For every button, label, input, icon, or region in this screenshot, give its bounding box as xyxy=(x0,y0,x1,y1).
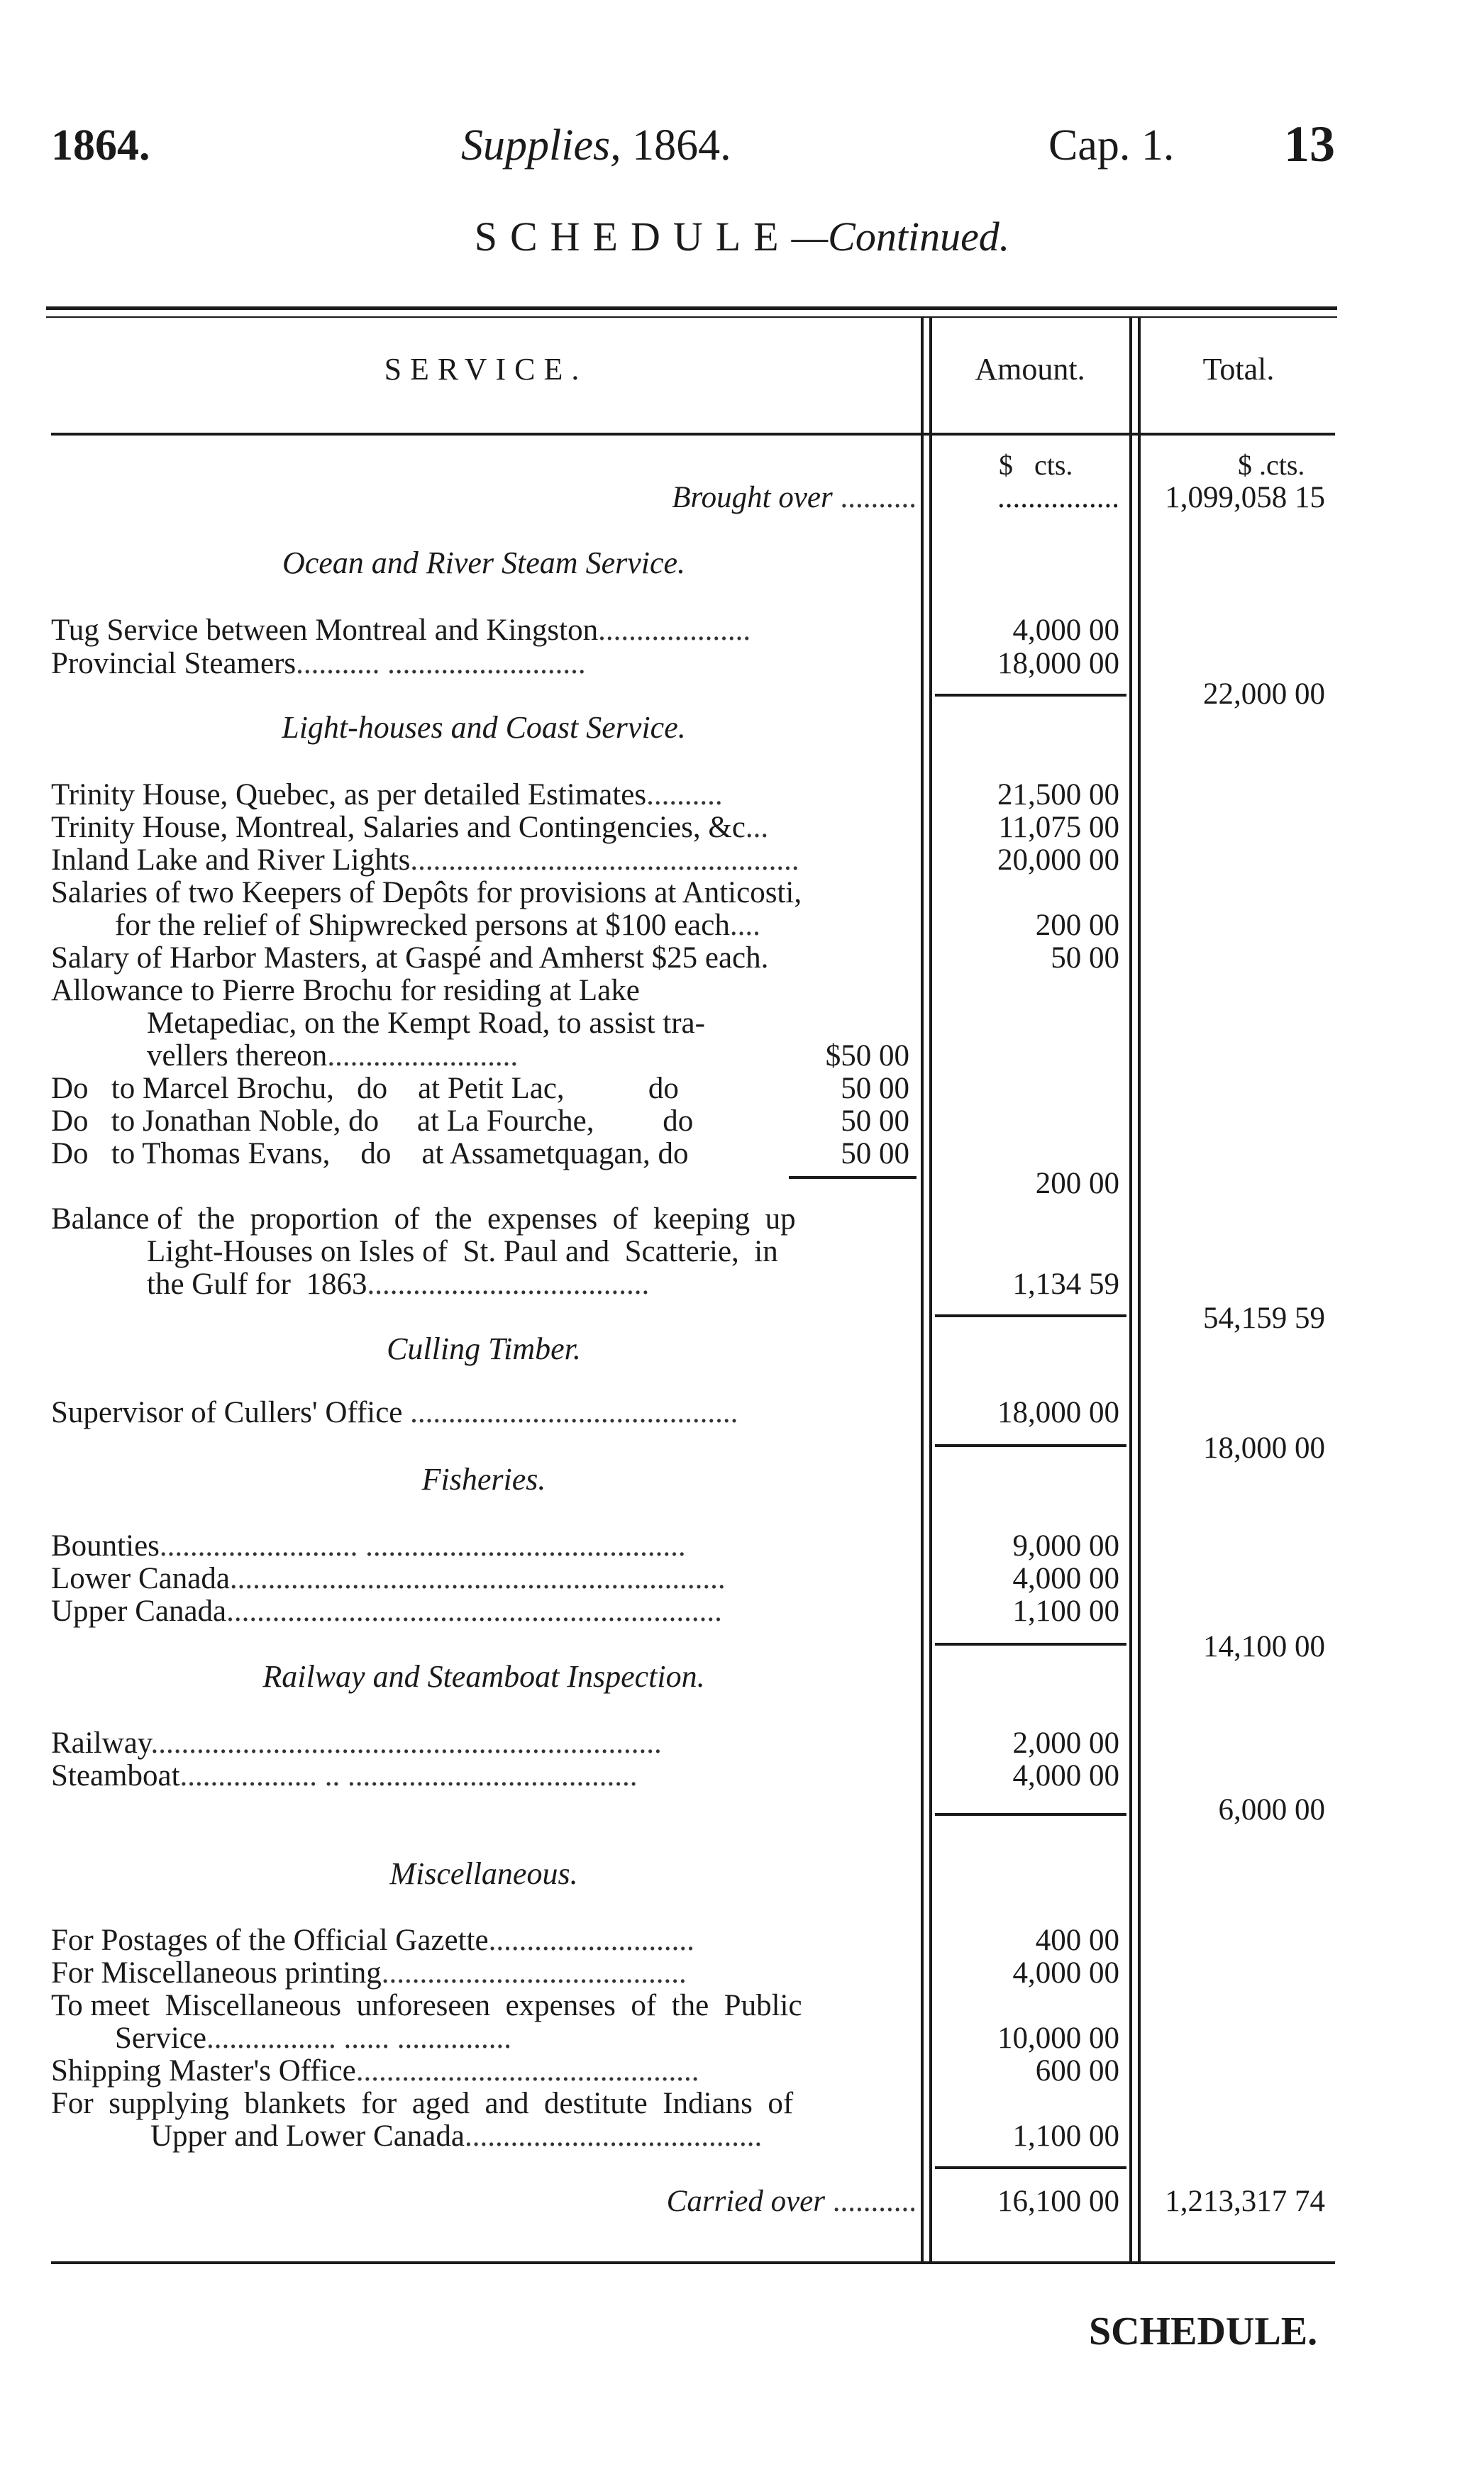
culling-total: 18,000 00 xyxy=(1203,1431,1325,1465)
lower-canada-label: Lower Canada xyxy=(51,1562,230,1595)
schedule-title xyxy=(0,213,1484,260)
bounties-amount: 9,000 00 xyxy=(1012,1529,1119,1563)
running-header-year: 1864. xyxy=(51,121,150,170)
brought-over-total: 1,099,058 15 xyxy=(1165,481,1325,514)
carried-over-label: Carried over xyxy=(666,2185,825,2218)
steamboat-amount: 4,000 00 xyxy=(1012,1759,1119,1792)
carried-over-amount: 16,100 00 xyxy=(997,2185,1119,2218)
ocean-tug-label: Tug Service between Montreal and Kingston xyxy=(51,614,599,647)
allowance-line-3: vellers thereon xyxy=(147,1039,328,1073)
culling-subtotal-rule xyxy=(935,1444,1126,1447)
do-jonathan-label: Do to Jonathan Noble, do at La Fourche, do xyxy=(51,1104,694,1138)
allowance-sub-amount: $50 00 xyxy=(825,1039,909,1073)
section-ocean-river-steam: Ocean and River Steam Service. xyxy=(282,545,686,580)
inland-lights-label: Inland Lake and River Lights xyxy=(51,843,411,877)
column-divider-amount-total-b xyxy=(1138,316,1141,2263)
cullers-office-amount: 18,000 00 xyxy=(997,1396,1119,1429)
do-marcel-label: Do to Marcel Brochu, do at Petit Lac, do xyxy=(51,1072,679,1105)
allowance-line-1: Allowance to Pierre Brochu for residing at Lake xyxy=(51,974,640,1007)
unforeseen-line-2: Service xyxy=(115,2022,206,2055)
do-marcel-amount: 50 00 xyxy=(841,1072,909,1105)
blankets-line-1: For supplying blankets for aged and destitute Indians of xyxy=(51,2087,794,2120)
fisheries-total: 14,100 00 xyxy=(1203,1630,1325,1663)
postages-label: For Postages of the Official Gazette xyxy=(51,1924,489,1957)
fisheries-subtotal-rule xyxy=(935,1643,1126,1646)
table-top-rule-thin xyxy=(46,316,1337,318)
keepers-line-2: for the relief of Shipwrecked persons at $100 each xyxy=(115,909,730,942)
ocean-steamers-label: Provincial Steamers xyxy=(51,647,297,680)
section-railway-steamboat: Railway and Steamboat Inspection. xyxy=(262,1659,705,1694)
railway-label: Railway xyxy=(51,1726,151,1760)
allowance-subtotal-rule xyxy=(789,1176,917,1179)
railway-amount: 2,000 00 xyxy=(1012,1726,1119,1760)
brought-over-amount-dots: ................ xyxy=(997,481,1119,514)
ocean-total: 22,000 00 xyxy=(1203,677,1325,711)
railway-total: 6,000 00 xyxy=(1218,1793,1325,1827)
keepers-line-1: Salaries of two Keepers of Depôts for provisions at Anticosti, xyxy=(51,876,802,909)
misc-subtotal-rule xyxy=(935,2166,1126,2169)
cullers-office-label: Supervisor of Cullers' Office xyxy=(51,1396,403,1429)
section-culling-timber: Culling Timber. xyxy=(387,1331,581,1366)
page-number: 13 xyxy=(1284,116,1335,172)
blankets-line-2: Upper and Lower Canada xyxy=(150,2119,465,2153)
do-thomas-amount: 50 00 xyxy=(841,1137,909,1170)
bounties-label: Bounties xyxy=(51,1529,160,1563)
upper-canada-amount: 1,100 00 xyxy=(1012,1595,1119,1628)
schedule-title-continued: —Continued. xyxy=(791,214,1010,260)
balance-amount: 1,134 59 xyxy=(1012,1268,1119,1301)
lower-canada-amount: 4,000 00 xyxy=(1012,1562,1119,1595)
trinity-quebec-amount: 21,500 00 xyxy=(997,778,1119,811)
running-header-title-italic: Supplies, xyxy=(461,121,621,170)
column-divider-amount-total-a xyxy=(1129,316,1132,2263)
steamboat-label: Steamboat xyxy=(51,1759,180,1792)
column-header-service: SERVICE. xyxy=(384,352,588,387)
running-header-title-rest: 1864. xyxy=(621,121,731,170)
balance-line-1: Balance of the proportion of the expenses of keeping up xyxy=(51,1202,796,1236)
railway-subtotal-rule xyxy=(935,1813,1126,1816)
do-jonathan-amount: 50 00 xyxy=(841,1104,909,1138)
section-lighthouses-coast: Light-houses and Coast Service. xyxy=(282,710,686,745)
ocean-tug-amount: 4,000 00 xyxy=(1012,614,1119,647)
printing-label: For Miscellaneous printing xyxy=(51,1956,382,1990)
schedule-title-main: SCHEDULE xyxy=(474,214,792,260)
balance-line-2: Light-Houses on Isles of St. Paul and Scatterie, in xyxy=(147,1235,778,1268)
shipping-master-label: Shipping Master's Office xyxy=(51,2054,356,2088)
allowance-line-2: Metapediac, on the Kempt Road, to assist tra- xyxy=(147,1007,705,1040)
allowance-amount: 200 00 xyxy=(1035,1167,1119,1200)
blankets-amount: 1,100 00 xyxy=(1012,2119,1119,2153)
inland-lights-amount: 20,000 00 xyxy=(997,843,1119,877)
carried-over-total: 1,213,317 74 xyxy=(1165,2185,1325,2218)
footer-catchword: SCHEDULE. xyxy=(1089,2310,1318,2354)
do-thomas-label: Do to Thomas Evans, do at Assametquagan, do xyxy=(51,1137,689,1170)
lighthouses-subtotal-rule xyxy=(935,1314,1126,1317)
ocean-steamers-amount: 18,000 00 xyxy=(997,647,1119,680)
keepers-amount: 200 00 xyxy=(1035,909,1119,942)
lighthouses-total: 54,159 59 xyxy=(1203,1302,1325,1335)
harbor-masters-label: Salary of Harbor Masters, at Gaspé and Amherst $25 each. xyxy=(51,941,769,975)
table-bottom-rule xyxy=(51,2261,1335,2264)
trinity-montreal-label: Trinity House, Montreal, Salaries and Contingencies, &c xyxy=(51,811,746,844)
balance-line-3: the Gulf for 1863 xyxy=(147,1268,367,1301)
ocean-subtotal-rule xyxy=(935,694,1126,697)
postages-amount: 400 00 xyxy=(1035,1924,1119,1957)
section-fisheries: Fisheries. xyxy=(421,1462,546,1497)
table-top-rule-thick xyxy=(46,306,1337,310)
column-header-amount: Amount. xyxy=(975,352,1085,387)
unforeseen-amount: 10,000 00 xyxy=(997,2022,1119,2055)
printing-amount: 4,000 00 xyxy=(1012,1956,1119,1990)
column-header-total: Total. xyxy=(1202,352,1275,387)
brought-over-label: Brought over xyxy=(672,481,833,514)
section-miscellaneous: Miscellaneous. xyxy=(389,1856,578,1891)
trinity-montreal-amount: 11,075 00 xyxy=(998,811,1119,844)
header-bottom-rule xyxy=(51,433,1335,436)
running-header-title xyxy=(461,121,731,171)
total-unit-label: $ .cts. xyxy=(1238,449,1305,481)
running-header-chapter: Cap. 1. xyxy=(1048,121,1175,170)
upper-canada-label: Upper Canada xyxy=(51,1595,227,1628)
unforeseen-line-1: To meet Miscellaneous unforeseen expenses of the Public xyxy=(51,1989,802,2022)
trinity-quebec-label: Trinity House, Quebec, as per detailed Estimates xyxy=(51,778,647,811)
harbor-masters-amount: 50 00 xyxy=(1051,941,1119,975)
shipping-master-amount: 600 00 xyxy=(1035,2054,1119,2088)
amount-unit-label: $ cts. xyxy=(999,449,1073,481)
